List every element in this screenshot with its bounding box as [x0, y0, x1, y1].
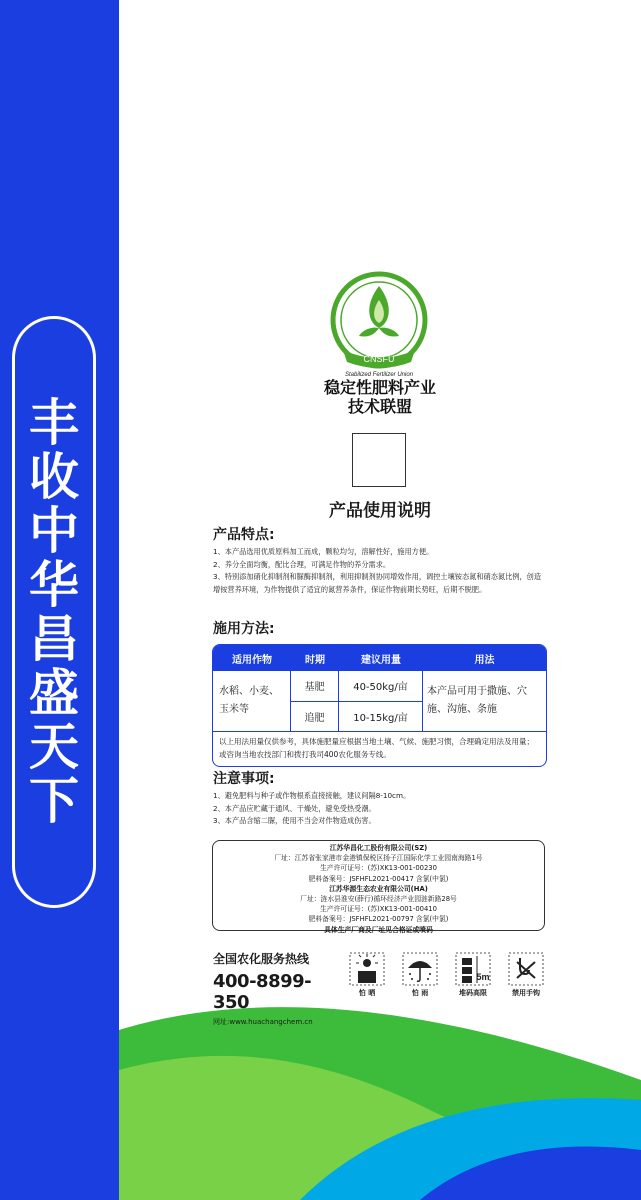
manufacturer-address: 厂址：涟水县淮安(薛行)循环经济产业园涟新路28号	[300, 895, 457, 904]
symbol-sun	[344, 952, 390, 998]
usage-table	[212, 644, 547, 767]
website: 网址:www.huachangchem.cn	[213, 1018, 313, 1026]
logo-name-line1: 稳定性肥料产业	[323, 378, 436, 397]
stack-limit-text: 5m	[476, 972, 490, 982]
feature-item: 1、本产品选用优质原料加工而成，颗粒均匀，溶解性好，施用方便。	[213, 547, 434, 556]
page-title: 产品使用说明	[329, 501, 431, 521]
manufacturer-name: 江苏华昌化工股份有限公司(SZ)	[329, 844, 428, 852]
hotline-label: 全国农化服务热线	[213, 952, 310, 966]
cell-usage: 本产品可用于撒施、穴施、沟施、条施	[427, 686, 527, 715]
manufacturer-box	[212, 840, 545, 934]
symbol-label: 禁用手钩	[512, 989, 540, 997]
cell-crop: 水稻、小麦、玉米等	[213, 671, 291, 731]
symbol-stack	[450, 952, 496, 998]
cell-amount: 10-15kg/亩	[339, 701, 422, 732]
manufacturer-license: 生产许可证号：(苏)XK13-001-00410	[320, 905, 437, 914]
feature-item: 3、特别添加硝化抑制剂和脲酶抑制剂，利用抑制剂协同增效作用，调控土壤铵态氮和硝态氮比例，创造增铵营养环境，为作物提供了适宜的氮营养条件，保证作物前期长势旺，后期不脱肥。	[213, 572, 542, 594]
rain-protect-icon	[402, 952, 438, 986]
symbol-label: 怕 晒	[358, 989, 376, 997]
no-hooks-icon	[508, 952, 544, 986]
sun-protect-icon	[349, 952, 385, 986]
cautions-heading: 注意事项:	[213, 771, 275, 787]
header-usage: 用法	[474, 654, 495, 666]
symbol-rain	[397, 952, 443, 998]
manufacturer-note: 具体生产厂商及厂址见合格证或喷码	[324, 925, 433, 934]
logo-english: Stabilized Fertilizer Union	[344, 372, 414, 378]
qr-code-box	[352, 433, 406, 487]
cell-period: 基肥	[304, 682, 325, 694]
table-header	[213, 645, 546, 671]
manufacturer-license: 生产许可证号：(苏)XK13-001-00230	[320, 864, 437, 873]
cell-period: 追肥	[291, 701, 338, 732]
caution-item: 2、本产品应贮藏于通风、干燥处，避免受热受潮。	[213, 803, 376, 813]
hotline-number: 400-8899-350	[213, 971, 312, 1013]
symbol-label: 堆码高限	[459, 989, 487, 997]
table-body	[213, 671, 546, 732]
features-list	[213, 546, 548, 596]
feature-item: 2、养分全面均衡，配比合理，可满足作物的养分需求。	[213, 559, 391, 569]
manufacturer-record: 肥料备案号：JSFHFL2021-00417 含氯(中氯)	[308, 874, 449, 883]
manufacturer-address: 厂址：江苏省张家港市金港镇保税区扬子江国际化学工业园南海路1号	[274, 854, 483, 863]
method-heading: 施用方法:	[213, 621, 275, 637]
manufacturer-record: 肥料备案号：JSFHFL2021-00797 含氯(中氯)	[308, 915, 449, 924]
table-note: 以上用法用量仅供参考，具体施肥量应根据当地土壤、气候、施肥习惯，合理确定用法及用量；或咨询当地农技部门和拨打我司400农化服务专线。	[219, 737, 534, 759]
hotline-block	[213, 950, 338, 1027]
stack-limit-icon	[455, 952, 491, 986]
header-period: 时期	[305, 654, 325, 666]
logo-name	[300, 378, 460, 416]
alliance-logo	[323, 270, 435, 380]
header-crop: 适用作物	[232, 654, 272, 666]
features-heading: 产品特点:	[213, 527, 275, 543]
symbol-hooks	[503, 952, 549, 998]
logo-abbr: CNSFU	[363, 354, 395, 364]
symbol-label: 怕 雨	[411, 989, 429, 997]
slogan-text: 丰收中华昌盛天下	[29, 394, 79, 830]
header-amount: 建议用量	[361, 654, 401, 666]
manufacturer-name: 江苏华源生态农业有限公司(HA)	[329, 884, 428, 893]
col-amount	[339, 671, 423, 731]
col-period	[291, 671, 339, 731]
logo-name-line2: 技术联盟	[347, 397, 412, 416]
cautions-list	[213, 790, 548, 828]
cell-amount: 40-50kg/亩	[353, 682, 408, 694]
caution-item: 3、本产品含缩二脲，使用不当会对作物造成伤害。	[213, 816, 376, 825]
caution-item: 1、避免肥料与种子或作物根系直接接触，建议间隔8-10cm。	[213, 791, 411, 800]
